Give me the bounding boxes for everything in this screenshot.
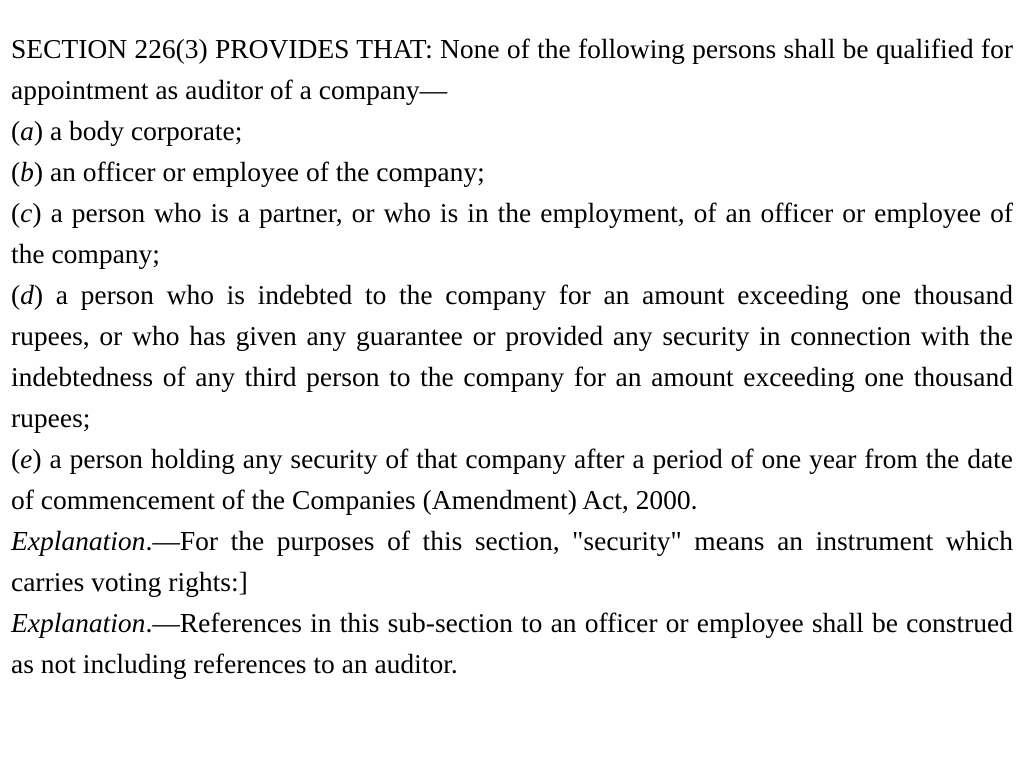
clause-marker: d	[20, 279, 34, 310]
clause-marker: c	[20, 197, 33, 228]
explanation-security	[11, 520, 1013, 602]
clause-marker: a	[20, 115, 34, 146]
clause-text: a body corporate;	[43, 115, 243, 146]
clause-d: (d) a person who is indebted to the company for an amount exceeding one thousand rupees, or who has given any guarantee or provided any security in connection with the indebtedness of any third person to the company for an amount exceeding one thousand rupees;	[11, 279, 1013, 433]
explanation-text: .―For the purposes of this section, "security" means an instrument which carries voting rights:]	[11, 525, 1013, 597]
clause-marker: b	[20, 156, 34, 187]
explanation-officer	[11, 602, 1013, 684]
explanation-text: .―References in this sub-section to an officer or employee shall be construed as not including references to an auditor.	[11, 607, 1013, 679]
clause-c: (c) a person who is a partner, or who is in the employment, of an officer or employee of the company;	[11, 197, 1013, 269]
clause-marker: e	[20, 443, 33, 474]
clause-e: (e) a person holding any security of that company after a period of one year from the date of commencement of the Companies (Amendment) Act, 2000.	[11, 443, 1013, 515]
clause-b: (b) an officer or employee of the company;	[11, 156, 485, 187]
document-body	[11, 28, 1013, 684]
clause-text: a person holding any security of that company after a period of one year from the date of commencement of the Companies (Amendment) Act, 2000.	[11, 443, 1013, 515]
explanation-label: Explanation	[11, 525, 146, 556]
clause-text: a person who is indebted to the company for an amount exceeding one thousand rupees, or who has given any guarantee or provided any security in connection with the indebtedness of any third person to the company for an amount exceeding one thousand rupees;	[11, 279, 1013, 433]
clause-text: a person who is a partner, or who is in the employment, of an officer or employee of the company;	[11, 197, 1013, 269]
clause-a: (a) a body corporate;	[11, 115, 243, 146]
clause-text: an officer or employee of the company;	[43, 156, 485, 187]
explanation-label: Explanation	[11, 607, 146, 638]
section-intro: SECTION 226(3) PROVIDES THAT: None of the following persons shall be qualified for appointment as auditor of a company―	[11, 33, 1013, 105]
